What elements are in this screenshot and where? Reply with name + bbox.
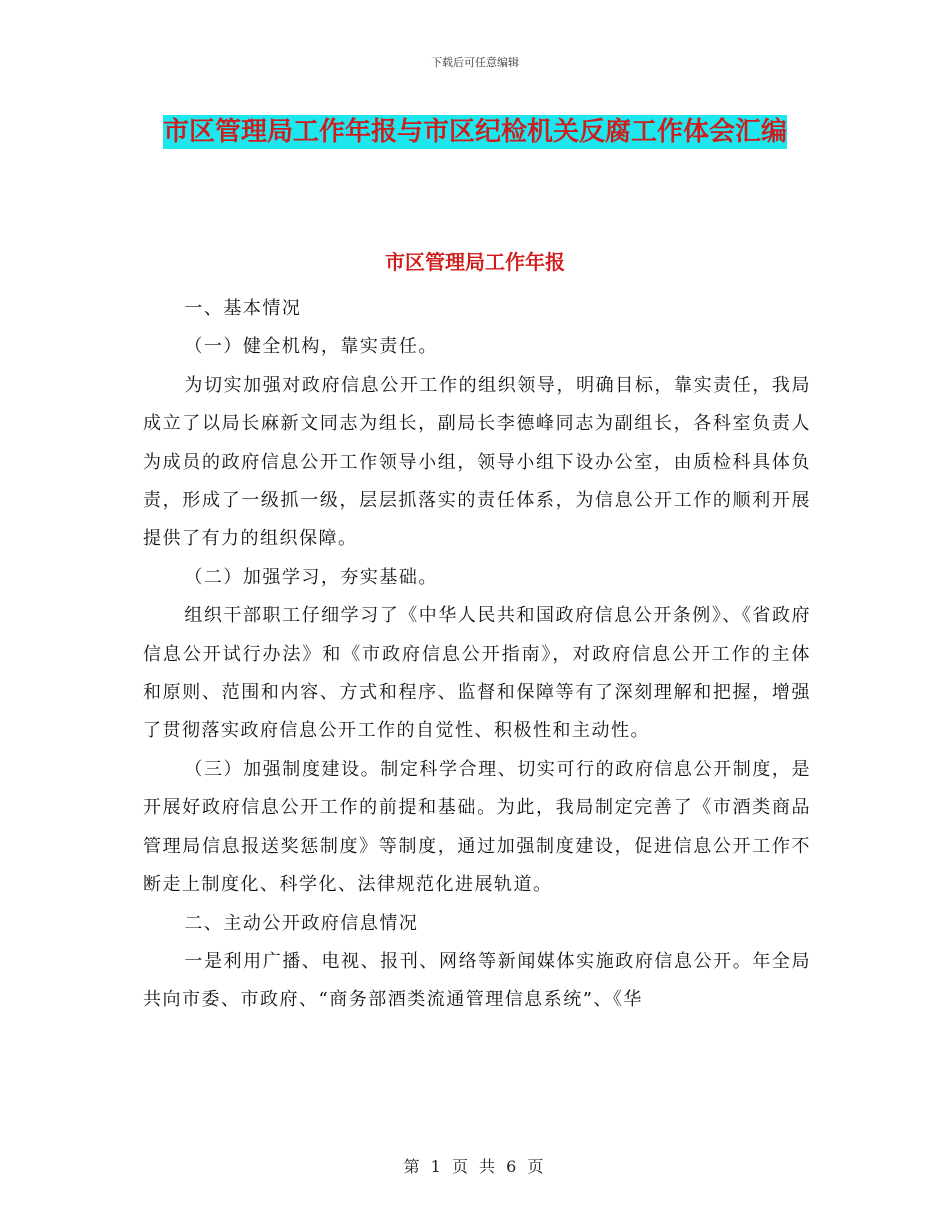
body-paragraph: 一是利用广播、电视、报刊、网络等新闻媒体实施政府信息公开。年全局共向市委、市政府、“商务部酒类流通管理信息系统”、《华 [143,950,811,1011]
subheading-1: （一）健全机构，靠实责任。 [184,336,438,358]
subheading-2: （二）加强学习，夯实基础。 [184,566,438,588]
page-number: 第 1 页 共 6 页 [403,1157,547,1176]
document-title-text: 市区管理局工作年报与市区纪检机关反腐工作体会汇编 [162,117,787,147]
heading-basic-situation: 一、基本情况 [184,298,302,319]
page-header-note: 下载后可任意编辑 [431,56,519,69]
document-title [140,108,810,156]
body-paragraph: （三）加强制度建设。制定科学合理、切实可行的政府信息公开制度，是开展好政府信息公开工作的前提和基础。为此，我局制定完善了《市酒类商品管理局信息报送奖惩制度》等制度，通过加强制度建设，促进信息公开工作不断走上制度化、科学化、法律规范化进展轨道。 [143,758,811,896]
document-body [143,290,811,1020]
body-paragraph: 为切实加强对政府信息公开工作的组织领导，明确目标，靠实责任，我局成立了以局长麻新文同志为组长，副局长李德峰同志为副组长，各科室负责人为成员的政府信息公开工作领导小组，领导小组下设办公室，由质检科具体负责，形成了一级抓一级，层层抓落实的责任体系，为信息公开工作的顺利开展提供了有力的组织保障。 [143,374,811,550]
body-paragraph: 组织干部职工仔细学习了《中华人民共和国政府信息公开条例》、《省政府信息公开试行办法》和《市政府信息公开指南》，对政府信息公开工作的主体和原则、范围和内容、方式和程序、监督和保障等有了深刻理解和把握，增强了贯彻落实政府信息公开工作的自觉性、积极性和主动性。 [143,605,811,742]
section-title: 市区管理局工作年报 [385,250,565,274]
heading-public-info: 二、主动公开政府信息情况 [184,912,419,934]
